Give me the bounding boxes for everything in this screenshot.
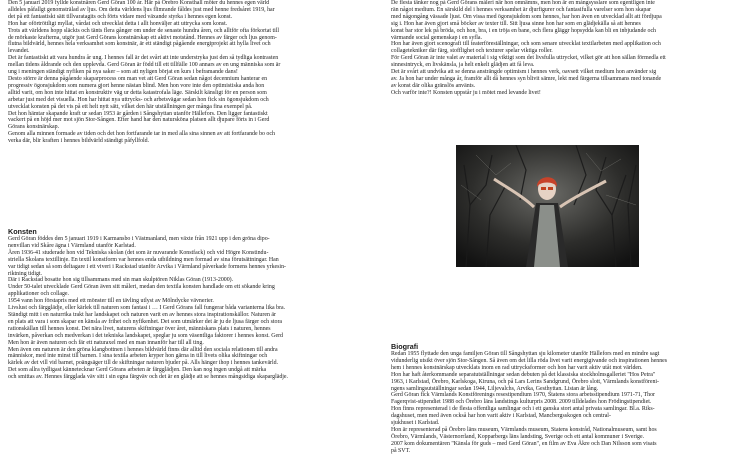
konsten-line: Under 50-talet utvecklade Gerd Göran även sitt måleri, medan den textila konsten handlade om ett sökande kring	[8, 284, 275, 291]
intro-line: alldeles påfallgt genomsträlad av ljus. Om detta världens ljus flimrande fåldes just med henne fredsåret 1919, har	[8, 6, 275, 13]
intro-line: levandet.	[8, 48, 30, 55]
konsten-line: Det som allra tydligast kännetecknar Gerd Görans arbeten är färgglädjen. Den kan nog ingen undgå att märka	[8, 367, 267, 374]
intro-line: alltid varit, om hon inte hittat en konstruktiv väg ur detta katastrofala läge. Särskilt känsligt för en person som	[8, 89, 267, 96]
biografi-line: Hon har haft återkommande separatutställningar sedan debuten på det klassiska stockholmsgalleriet "Hos Petra"	[391, 371, 656, 378]
intro-line: Det är fantastiskt att vara hundra år ung. I hennes fall är det svårt att inte understryka just den så tydliga kontrasten	[8, 55, 279, 62]
intro-line: det på ett fantastiskt sätt tillvaratagits och förts vidare med växande styrka i hennes egen konst.	[8, 13, 233, 20]
biografi-line: sjukhuset i Karlstad.	[391, 420, 440, 427]
konsten-text	[8, 236, 363, 381]
intro-line: Det hon hämtar skapande kraft ur sedan 1953 är gården i Sångshyttan utanför Hällefors. Den ligger fantastiskt	[8, 110, 268, 117]
konsten-line: invärken, påverkan och medverkan i det tekniska landskapet, speglar ju som väsentliga faktorer i hennes konst. Gerd	[8, 332, 283, 339]
biografi-line: Hon finns representerad i de flesta offentliga samlingar och i ett ganska stort antal privata samlingar. Bl.a. Riks-	[391, 406, 655, 413]
intro-line: flutna bildvärld, hennes hela verksamhet som konstnär, är ett ständigt pågående energiprojekt att hylla livet och	[8, 41, 271, 48]
intro-line: vackert på en höjd mer mot sjön Stor-Sången. Efter hand har den naturskönа platsen allt djupare förts in i Gerd	[8, 117, 270, 124]
konsten-line: nenvillan vid Skåre ägna i Värmland utanför Karlstad.	[8, 242, 136, 249]
konsten-line: Ständigt mitt i en naturrika trakt har landskapet och naturen varit en av hennes stora inspirationskällor. Naturen är	[8, 311, 276, 318]
konsten-line: en plats att vara i som skapar en känsla av frihet och nyfikenhet. Det som utmärker det är ju de ljusa färger och stora	[8, 318, 283, 325]
konsten-line: människor, med inte minst till barnen. I sina textila arbeten kryper hon gärna in till livets olika skiftningar och	[8, 353, 268, 360]
right-line: sinnesintryck, en livskänsla, ja helt enkelt glädjen att få leva.	[391, 62, 535, 69]
biografi-line: Fagerqvist-stipendiet 1988 och Örebro läns landstings kulturpris 2008. 2009 tilldelades hon Frödingstipendiet.	[391, 399, 652, 406]
right-line: Hon har även gjort scenografi till teaterföreställningar, och som senare utvecklat textilarbeten med applikation och	[391, 41, 661, 48]
right-line: konst bar stor lek på bröda, och hon, bra, i en tröja en bane, och flera gläggr hopsydda kan bli en inbjudande och	[391, 27, 656, 34]
intro-line: ung i meningen ständigt nyfiken på nya saker – som att nyligen börjat en kurs i beframande dans!	[8, 69, 238, 76]
intro-line: utvecklat konsten på det vis på ett helt nytt sätt, vilket den här utställningen ger många fina exempel på.	[8, 103, 253, 110]
right-line: De flesta tänker nog på Gerd Görans måleri när hon omnämns, men hon är en mångsysslare som egentligen inte	[391, 0, 655, 6]
intro-column	[8, 0, 363, 145]
konsten-line: Livslust och färgglädje, eller kärlek till naturen som fantasi i … I Gerd Görans fall fungerar båda varianterna lika bra.	[8, 305, 286, 312]
right-line: sig i. Hon har även gjort små böcker av texter till. Sitt ljusa sinne hon har som en glädjekälla så att hennes	[391, 20, 641, 27]
konsten-line: rationskällan till hennes konst. Det nära livet, naturens skiftningar över året, människans plats i naturen, hennes	[8, 325, 271, 332]
konsten-heading: Konsten	[8, 227, 37, 236]
biografi-text	[391, 351, 741, 455]
biografi-line: Gerd Göran fick Värmlands Konstförenings resestipendium 1970, Statens stora arbetsstipendium 1971-71, Thor	[391, 392, 655, 399]
right-line: värmande social gemenskap i en syfla.	[391, 34, 482, 41]
right-line: med någongång vässade ljust. Om vissa med ögonsjukdom som hennes, har hon även en utvecklad allt att fördjupa	[391, 13, 662, 20]
intro-line: de mörkaste krafterna, utgör just Gerd Görans konstnärskap ett aktivt motstånd. Hennes av färger och ljus genom-	[8, 34, 277, 41]
biografi-line: Hon är representerad på Örebro läns museum, Värmlands museum, Statens konstråd, Nationalmuseum, samt hos	[391, 426, 657, 433]
right-line: rän något medium. En särskild del i hennes verksamhet är djurfigurer och fantasifulla varelser som hon skapar	[391, 6, 651, 13]
konsten-line: striella Skolans textillinje. En textil konstform var hennes enda utbildning men formad av sina förutsättningar. Han	[8, 256, 279, 263]
intro-line: verka där, blir kraften i hennes bildvärld ständigt påfyllfold.	[8, 138, 150, 145]
biografi-line: dagshuset, men med även också har hon varit aktiv i Karlstad, Mancbergsskogen och central-	[391, 413, 611, 420]
intro-line: mellan tidens åldrande och den upplevda. Gerd Göran är född till ett tillfälle 100 annars av en ung människa som är	[8, 62, 281, 69]
intro-line: Trots att världens hopp släckts och tänts flera gånger om under de senaste hundra åren, och alltför ofta förkortat till	[8, 27, 279, 34]
konsten-line: riktning tidigt.	[8, 270, 43, 277]
biografi-heading: Biografi	[391, 342, 419, 351]
konsten-line: Men även om naturen är den gröna klangbottnen i hennes bildvärld finns där alltid den sociala relationen till andra	[8, 346, 278, 353]
intro-line: progressiv ögonsjukdom som numera gjort henne nästan blind. Men hon vore inte den optimistiska anda hon	[8, 82, 265, 89]
konsten-line: Åren 1936-41 studerade hon vid Tekniska skolan (det som är nuvarande Konstfack) och vid Högre Konstindu-	[8, 249, 269, 256]
konsten-line: Där i Rackstad bosatte hon sig tillsammans med sin man skulptören Niklas Göran (1913-2000).	[8, 277, 234, 284]
right-line: Det är svårt att undvika att se denna ansträngde optimism i hennes verk, oavsett vilket medium hon använder sig	[391, 69, 657, 76]
intro-line: Den 5 januari 2019 fyllde konstnären Gerd Göran 100 år. Här på Örebro Konsthall möter du hennes egen värld	[8, 0, 270, 6]
biografi-line: Örebro, Värmlands, Västernorrland, Kopparbergs läns landsting, Sverige och ett antal kommuner i Sverige.	[391, 433, 645, 440]
biografi-line: hem i hennes konstnärskap utvecklats inom en rad uttrycksformer och hon har varit aktiv utåt mot världen.	[391, 364, 643, 371]
konsten-line: Gerd Göran föddes den 5 januari 1919 i Karmansbo i Västmanland, men växte från 1921 upp i den gröna dipo-	[8, 236, 270, 242]
artist-photo	[456, 145, 639, 267]
right-line: av. Ja hon har under många år, framför allt då hennes syn blivit sämre, lekt med färgerna tillsammans med tonande	[391, 75, 662, 82]
right-line: Och varför inte?! Konsten uppstår ju i mötet med levande livet!	[391, 89, 541, 96]
right-column-text	[391, 0, 741, 97]
biografi-line: 2007 kom dokumentären "Känsla för guds – med Gerd Göran", en film av Eva Åkre och Dan Nilsson som visats	[391, 440, 657, 447]
konsten-line: kärlek av det vill vid barnet, poängsäger till de skiftningar naturen bjuder på. Alls hänger ihop i hennes tankevärld.	[8, 360, 279, 367]
right-line: av konst där olika gränslös använts.	[391, 82, 476, 89]
konsten-line: var tidigt sedan så som deltagare i ett viveri i Rackstad utanför Arvika i Värmland påverkade formens hennes yrkesin-	[8, 263, 286, 270]
intro-line: Görans konstnärskap.	[8, 124, 60, 131]
photo-illustration	[456, 145, 639, 267]
intro-line: Genom alla minnen formade av tiden och det hon fortfarande tar in med alla sina sinnen av att fortfarande bo och	[8, 131, 275, 138]
biografi-line: Redan 1955 flyttade den unga familjen Göran till Sångshyttan sju kilometer utanför Hällefors med en mindre sagt	[391, 351, 660, 357]
konsten-line: och smittas av. Hennes färgglada väv sitt i sin egna färgväv och det är en glädje att se hennes mångsidiga skaparglädje.	[8, 374, 288, 381]
konsten-line: applikationer och collage.	[8, 291, 70, 298]
biografi-line: 1963, i Karlstad, Örebro, Karlskoga, Kiruna, och på Lars Lerins Sandgrund, Örebro slott, Värmlands konstföreni-	[391, 378, 660, 385]
biografi-line: på SVT.	[391, 447, 411, 454]
intro-line: arbetar just med det visuella. Hon har hittat nya uttrycks- och arbetsvägar sedan hon fick sin ögonsjukdom och	[8, 96, 269, 103]
right-line: collagetekniker där färg, stofflighet och texturer spelar viktiga roller.	[391, 48, 553, 55]
intro-line: Hon har oförtröttligt myllat, vårdat och utvecklat detta i allt honväljer att uttrycka som konst.	[8, 20, 228, 27]
biografi-line: ngens samlingsutställningar sedan 1944, Liljevalchs, Arvika, Gesthyttan. Listan är lång.	[391, 385, 599, 392]
intro-line: Desto större är denna pågående skaparprocess om man vet att Gerd Göran sedan något decennium hanterar en	[8, 75, 268, 82]
konsten-line: 1954 vann hon förstapris med ett mönster till en tävling utlyst av Mölndycke vävnerier.	[8, 298, 214, 305]
konsten-line: Men hon är även naturen och fär ett naturaxel med en man innanför har till all ting.	[8, 339, 204, 346]
biografi-line: vidunderlig utsikt över sjön Stor-Sången. Så även om det lilla röda livet varit energigivande och inspirationen hennes	[391, 357, 668, 364]
right-line: För Gerd Göran är inte valet av material i sig viktigt som det livsfulla uttrycket, vilket gör att hon sällan förmedla ett	[391, 55, 666, 62]
